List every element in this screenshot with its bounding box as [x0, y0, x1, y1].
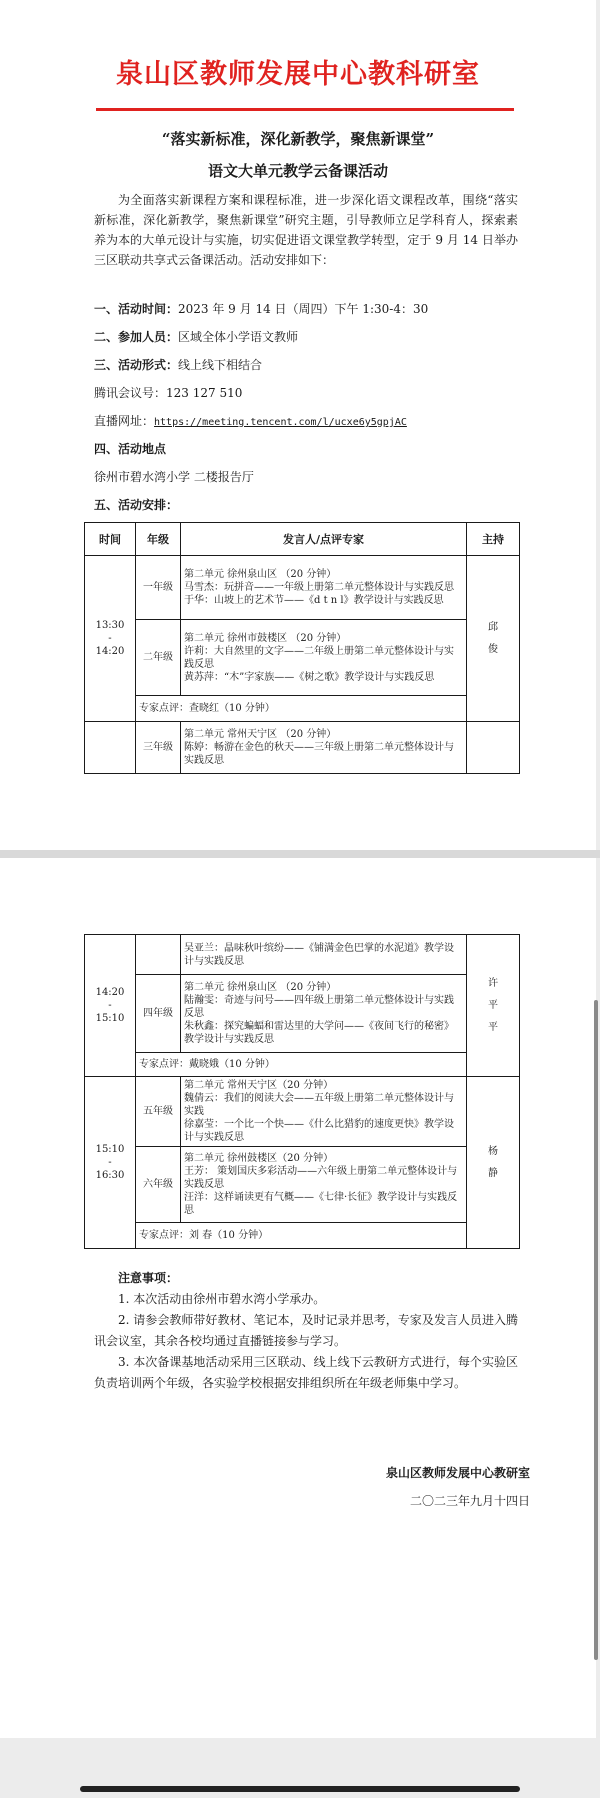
speaker-cell: 第二单元 徐州市鼓楼区 （20 分钟） 许莉：大自然里的文字——二年级上册第二单元整体设计与实践反思 黄苏萍：“木”字家族——《树之歌》教学设计与实践反思 — [181, 620, 467, 696]
expert-review-cell: 专家点评：戴晓娥（10 分钟） — [136, 1053, 467, 1077]
live-url-link[interactable]: https://meeting.tencent.com/l/ucxe6y5gpjAC — [154, 417, 407, 428]
host-cell — [467, 722, 520, 774]
meeting-number: 腾讯会议号：123 127 510 — [94, 386, 243, 400]
arrangement-label: 五、活动安排： — [94, 498, 179, 512]
grade-cell — [136, 935, 181, 975]
note-item: 2. 请参会教师带好教材、笔记本，及时记录并思考，专家及发言人员进入腾讯会议室，其余各校均通过直播链接参与学习。 — [94, 1313, 518, 1348]
note-item: 3. 本次备课基地活动采用三区联动、线上线下云教研方式进行，每个实验区负责培训两个年级，各实验学校根据安排组织所在年级老师集中学习。 — [94, 1355, 518, 1390]
scrollbar[interactable] — [594, 1000, 598, 1660]
page-separator — [0, 850, 600, 858]
grade-cell: 六年级 — [136, 1147, 181, 1223]
location-label: 四、活动地点 — [94, 442, 167, 456]
header-grade: 年级 — [136, 523, 181, 556]
signature-date: 二〇二三年九月十四日 — [409, 1494, 530, 1508]
speaker-cell: 第二单元 徐州泉山区 （20 分钟） 陆瀚雯：奇迹与问号——四年级上册第二单元整体设计与实践反思 朱秋鑫：探究蝙蝠和雷达里的大学问——《夜间飞行的秘密》教学设计与实践反思 — [181, 975, 467, 1053]
speaker-cell: 第二单元 常州天宁区（20 分钟） 魏倩云：我们的阅读大会——五年级上册第二单元整体设计与实践 徐嘉莹：一个比一个快——《什么比猎豹的速度更快》教学设计与实践反思 — [181, 1077, 467, 1147]
live-url-line: 直播网址：https://meeting.tencent.com/l/ucxe6y5gpjAC — [94, 414, 407, 428]
time-cell: 13:30 - 14:20 — [85, 556, 136, 722]
expert-review-cell: 专家点评：刘 春（10 分钟） — [136, 1223, 467, 1249]
slogan-title: “落实新标准，深化新教学，聚焦新课堂” — [161, 130, 435, 148]
expert-review-cell: 专家点评：查晓红（10 分钟） — [136, 696, 467, 722]
grade-cell: 二年级 — [136, 620, 181, 696]
header-host: 主持 — [467, 523, 520, 556]
table-row — [85, 620, 520, 696]
speaker-cell: 吴亚兰：晶味秋叶缤纷——《铺满金色巴掌的水泥道》教学设计与实践反思 — [181, 935, 467, 975]
participants-line: 二、参加人员：区域全体小学语文教师 — [94, 330, 299, 344]
schedule-table-part1 — [84, 522, 520, 774]
grade-cell: 四年级 — [136, 975, 181, 1053]
table-header-row — [85, 523, 520, 556]
activity-title: 语文大单元教学云备课活动 — [207, 162, 388, 180]
table-row — [85, 1053, 520, 1077]
table-row — [85, 696, 520, 722]
grade-cell: 一年级 — [136, 556, 181, 620]
host-cell: 杨静 — [467, 1077, 520, 1249]
table-row — [85, 722, 520, 774]
note-item: 1. 本次活动由徐州市碧水湾小学承办。 — [118, 1292, 326, 1306]
signature-org: 泉山区教师发展中心教研室 — [385, 1466, 530, 1480]
table-row — [85, 1223, 520, 1249]
grade-cell: 三年级 — [136, 722, 181, 774]
location-value: 徐州市碧水湾小学 二楼报告厅 — [94, 470, 254, 484]
time-cell: 15:10 - 16:30 — [85, 1077, 136, 1249]
time-cell — [85, 722, 136, 774]
schedule-table-part2 — [84, 934, 520, 1249]
activity-time-line: 一、活动时间：2023 年 9 月 14 日（周四）下午 1:30-4：30 — [94, 302, 429, 316]
grade-cell: 五年级 — [136, 1077, 181, 1147]
header-red-rule — [96, 108, 514, 111]
host-cell: 许平平 — [467, 935, 520, 1077]
speaker-cell: 第二单元 徐州泉山区 （20 分钟） 马雪杰：玩拼音——一年级上册第二单元整体设计与实践反思 于华：山坡上的艺术节——《d t n l》教学设计与实践反思 — [181, 556, 467, 620]
header-speaker: 发言人/点评专家 — [181, 523, 467, 556]
table-row — [85, 1077, 520, 1147]
activity-form-line: 三、活动形式：线上线下相结合 — [94, 358, 263, 372]
header-time: 时间 — [85, 523, 136, 556]
table-row — [85, 935, 520, 975]
speaker-cell: 第二单元 徐州鼓楼区（20 分钟） 王芳： 策划国庆多彩活动——六年级上册第二单元整体设计与实践反思 汪洋：这样诵读更有气概——《七律·长征》教学设计与实践反思 — [181, 1147, 467, 1223]
home-indicator[interactable] — [80, 1786, 520, 1792]
table-row — [85, 1147, 520, 1223]
notes-title: 注意事项： — [118, 1271, 179, 1285]
table-row — [85, 975, 520, 1053]
table-row — [85, 556, 520, 620]
document-header-title: 泉山区教师发展中心教科研室 — [116, 59, 480, 90]
intro-paragraph: 为全面落实新课程方案和课程标准，进一步深化语文课程改革，围绕“落实新标准，深化新教学，聚焦新课堂”研究主题，引导教师立足学科育人，探索素养为本的大单元设计与实施，切实促进语文课堂教学转型，定于 9 月 14 日举办三区联动共享式云备课活动。活动安排如下： — [94, 193, 518, 267]
speaker-cell: 第二单元 常州天宁区 （20 分钟） 陈婷：畅游在金色的秋天——三年级上册第二单元整体设计与实践反思 — [181, 722, 467, 774]
time-cell: 14:20 - 15:10 — [85, 935, 136, 1077]
notes-section — [94, 1268, 518, 1394]
host-cell: 邱俊 — [467, 556, 520, 722]
document-page-1 — [0, 0, 596, 850]
